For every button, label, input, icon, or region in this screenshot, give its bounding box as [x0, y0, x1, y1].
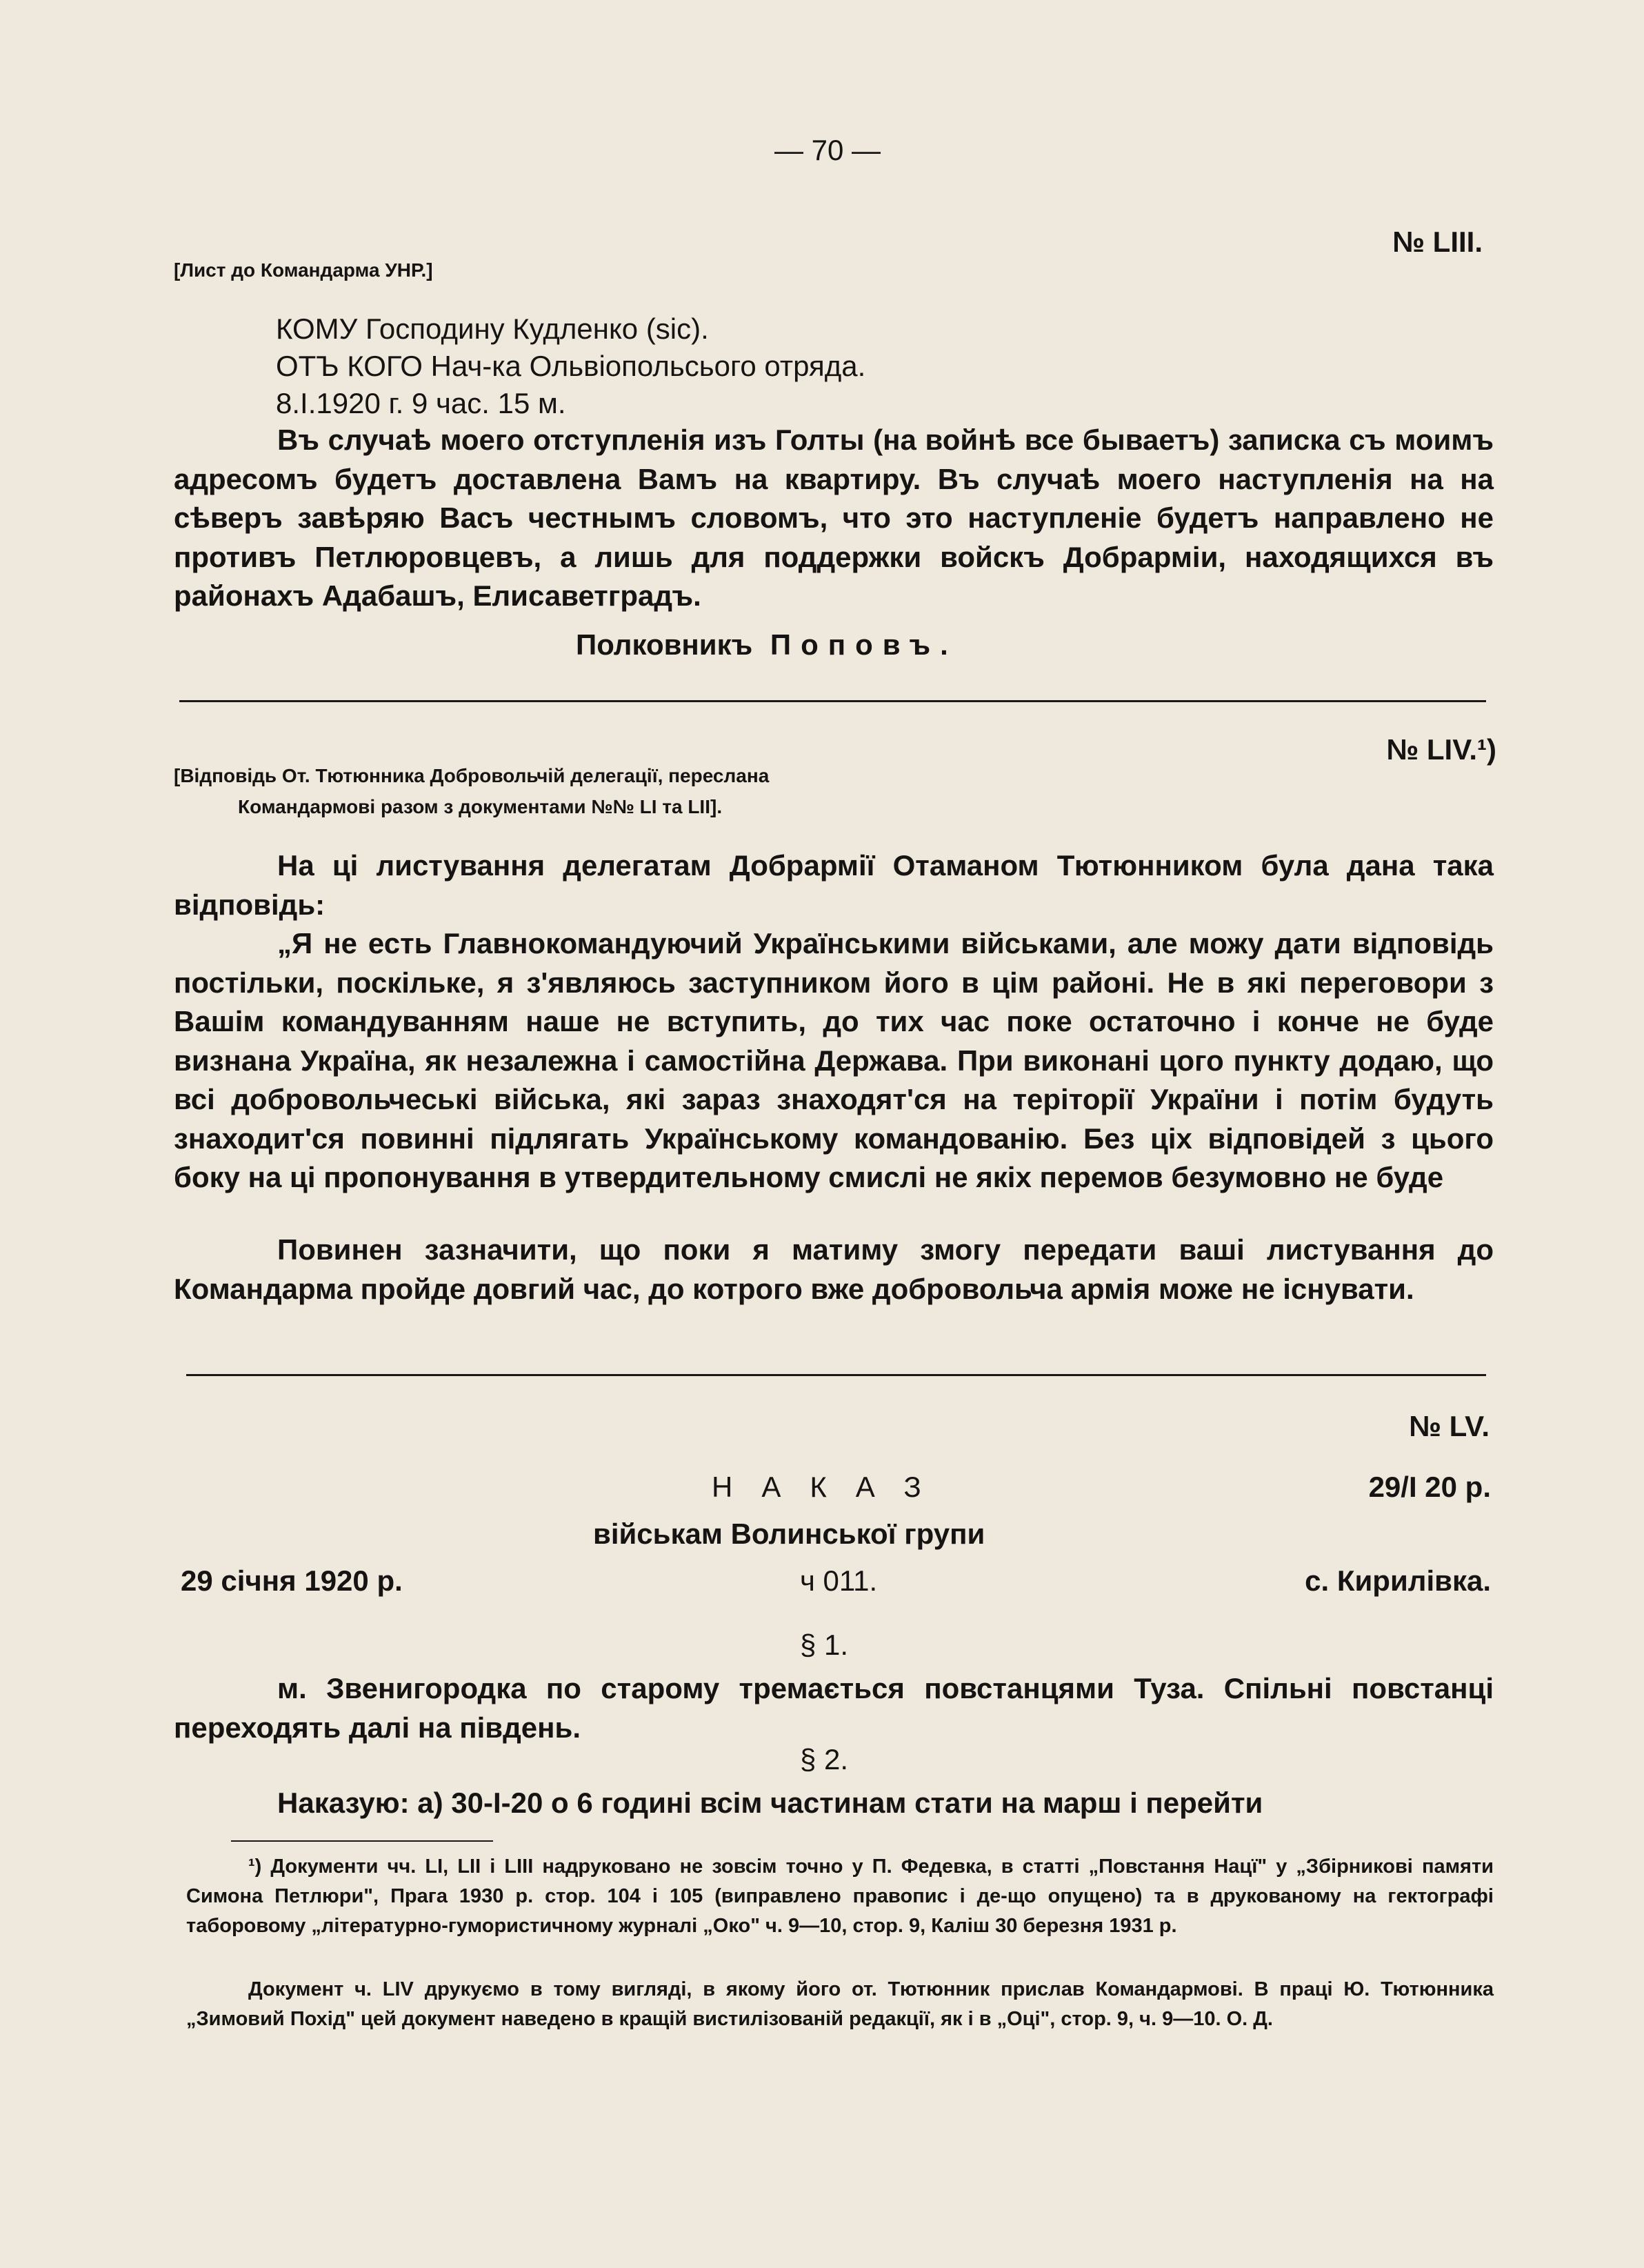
doc54-closing: Повинен зазначити, що поки я матиму змогу передати ваші листування до Командарма пройде довгий час, до котрого вже добровольча армія може не існувати. — [174, 1233, 1494, 1305]
doc55-number: № LV. — [1409, 1410, 1490, 1442]
doc54-header-line1: [Відповідь От. Тютюнника Добровольчій делегації, переслана — [174, 765, 770, 786]
doc54-number: № LIV.¹) — [1386, 733, 1496, 766]
doc55-section2-text: Наказую: а) 30-І-20 о 6 годині всім частинам стати на марш і перейти — [277, 1787, 1263, 1819]
doc55-order-number: ч 011. — [800, 1564, 878, 1597]
doc53-date-line: 8.I.1920 г. 9 час. 15 м. — [276, 387, 566, 419]
footnote-paragraph-2: Документ ч. LIV друкуємо в тому вигляді, в якому його от. Тютюнник прислав Командармові. В праці Ю. Тютюнника „Зимовий Похід" цей документ наведено в кращій вистилізованій редакції, як і в „Оці", стор. 9, ч. 9—10. О. Д. — [186, 1978, 1494, 2030]
signature-name: Поповъ. — [770, 628, 958, 661]
doc55-title: НАКАЗ — [712, 1471, 950, 1503]
doc55-subtitle: військам Волинської групи — [593, 1518, 985, 1550]
divider-2 — [186, 1374, 1486, 1376]
doc53-number: № LIII. — [1392, 226, 1483, 258]
doc55-section2-heading: § 2. — [800, 1743, 849, 1775]
doc54-header-line2: Командармові разом з документами №№ LI та LII]. — [238, 796, 723, 817]
footnote-paragraph-1: ¹) Документи чч. LI, LII і LIII надруковано не зовсім точно у П. Федевка, в статті „Повстання Нацї" у „Збірникові памяти Симона Петлюри", Прага 1930 р. стор. 104 і 105 (виправлено правопис і де-що опущено) та в друкованому на гектографі таборовому „літературно-гумористичному журналі „Око" ч. 9—10, стор. 9, Каліш 30 березня 1931 р. — [186, 1856, 1494, 1937]
doc55-place: с. Кирилівка. — [1305, 1564, 1491, 1597]
doc55-date-left: 29 січня 1920 р. — [181, 1564, 403, 1597]
divider-1 — [179, 700, 1486, 702]
page-number: — 70 — — [774, 134, 881, 166]
doc55-section1-heading: § 1. — [800, 1629, 849, 1661]
doc55-section1-text: м. Звенигородка по старому тремається повстанцями Туза. Спільні повстанці переходять далі на південь. — [174, 1672, 1494, 1744]
doc53-to-line: КОМУ Господину Кудленко (sic). — [276, 312, 709, 345]
signature-prefix: Полковникъ — [576, 628, 753, 661]
footnote-rule — [231, 1840, 493, 1842]
doc54-intro: На ці листування делегатам Добрармії Отаманом Тютюнником була дана така відповідь: — [174, 849, 1494, 921]
doc53-header: [Лист до Командарма УНР.] — [174, 259, 433, 281]
doc55-date-right: 29/I 20 р. — [1368, 1471, 1491, 1503]
doc54-quote: „Я не есть Главнокомандуючий Українськими військами, але можу дати відповідь постільки, поскільке, я з'являюсь заступником його в цім районі. Не в які переговори з Вашім командуванням наше не вступить, до тих час поке остаточно і конче не буде визнана Україна, як незалежна і самостійна Держава. При виконані цого пункту додаю, що всі добровольчеські війська, які зараз знаходят'ся на теріторії України і потім будуть знаходит'ся повинні підлягать Українському командованію. Без ціх відповідей з цього боку на ці пропонування в утвердительному смислі не якіх перемов безумовно не буде — [174, 927, 1494, 1193]
doc53-from-line: ОТЪ КОГО Нач-ка Ольвіопольсього отряда. — [276, 350, 866, 382]
doc53-signature — [576, 626, 1472, 664]
doc53-body: Въ случаѣ моего отступленія изъ Голты (на войнѣ все бываетъ) записка съ моимъ адресомъ будетъ доставлена Вамъ на квартиру. Въ случаѣ моего наступленія на на сѣверъ завѣряю Васъ честнымъ словомъ, что это наступленіе будетъ направлено не противъ Петлюровцевъ, а лишь для поддержки войскъ Добрарміи, находящихся въ районахъ Адабашъ, Елисаветградъ. — [174, 424, 1494, 612]
